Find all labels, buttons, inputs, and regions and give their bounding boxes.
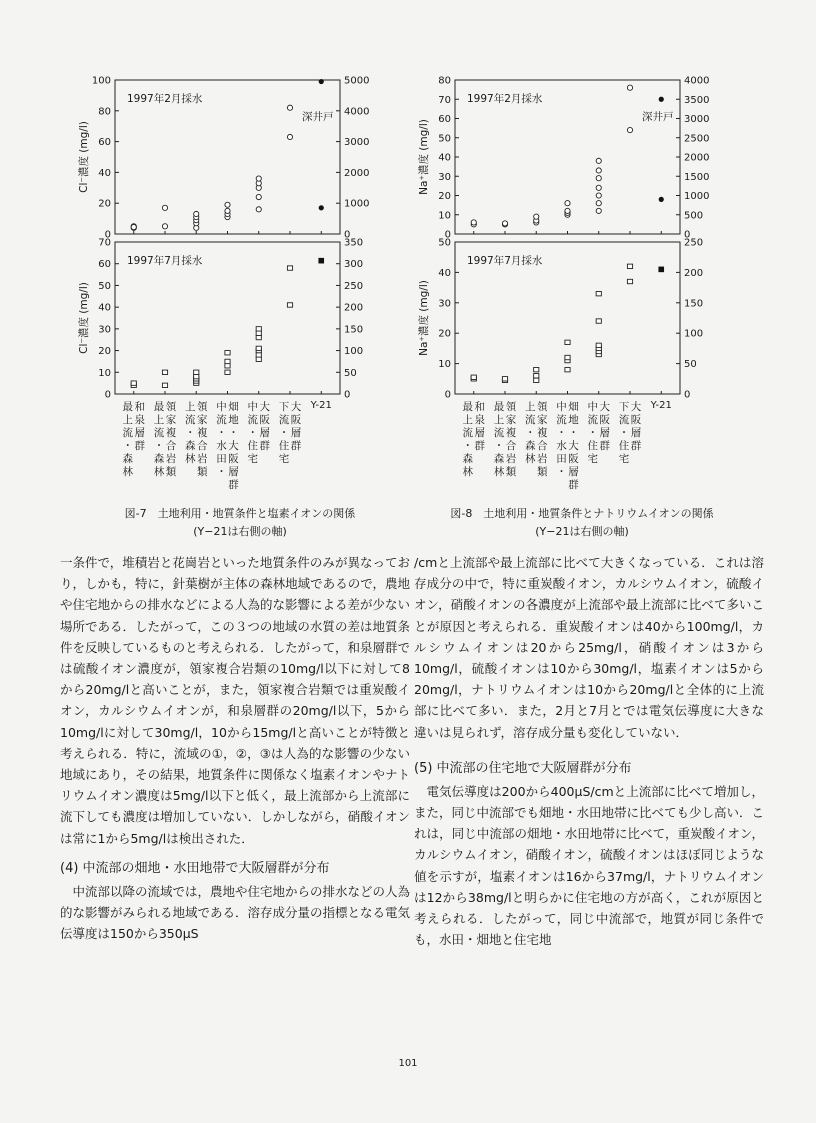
x-category-char: 合 <box>537 440 548 452</box>
x-category-char: 大 <box>630 401 642 413</box>
x-category-char: 泉 <box>474 414 485 426</box>
y-tick-label: 20 <box>98 346 111 358</box>
x-category-char: 上 <box>462 414 473 426</box>
x-category-char: 流 <box>618 414 630 426</box>
x-category-char: ・ <box>568 427 579 439</box>
panel-annotation: 深井戸 <box>302 111 334 123</box>
data-point-7t-1-0 <box>319 79 324 84</box>
x-category-char: 類 <box>197 466 208 478</box>
figure-7-chart <box>70 68 400 508</box>
x-category-char: 流 <box>278 414 290 426</box>
panel-label: 1997年7月採水 <box>467 255 543 267</box>
panel-label: 1997年7月採水 <box>127 255 203 267</box>
y-tick-label: 10 <box>98 367 111 379</box>
x-category-char: 領 <box>505 401 517 413</box>
figure-8-chart <box>410 68 740 508</box>
x-category-char: 林 <box>462 466 473 478</box>
x-category-char: ・ <box>587 427 598 439</box>
x-category-char: 層 <box>290 427 302 439</box>
data-point-7b-0-13 <box>256 357 261 361</box>
y2-tick-label: 4000 <box>684 75 710 87</box>
y-tick-label: 50 <box>438 237 451 249</box>
x-category-char: 流 <box>153 427 165 439</box>
y-axis-label: Cl⁻濃度 (mg/l) <box>78 282 90 354</box>
x-category-char: 合 <box>197 440 208 452</box>
data-point-7t-0-4 <box>162 205 167 210</box>
data-point-8b-0-1 <box>471 375 476 379</box>
data-point-8b-0-7 <box>565 367 570 371</box>
x-category-char: 複 <box>165 427 177 439</box>
x-category-char: 流 <box>556 414 567 426</box>
x-category-char: 大 <box>290 401 302 413</box>
x-category-char: 流 <box>462 427 473 439</box>
data-point-7b-0-3 <box>162 370 167 374</box>
x-category-char: 類 <box>505 466 517 478</box>
x-category-char: 畑 <box>568 401 579 413</box>
x-category-char: 家 <box>197 414 208 426</box>
y-tick-label: 80 <box>438 75 451 87</box>
x-category-char: ・ <box>228 427 239 439</box>
x-category-char: 岩 <box>537 453 548 465</box>
data-point-8b-0-10 <box>565 340 570 344</box>
x-category-char: 複 <box>197 427 208 439</box>
data-point-8t-0-12 <box>596 201 601 206</box>
x-category-char: 水 <box>556 440 567 452</box>
data-point-8t-0-19 <box>627 85 632 90</box>
y2-tick-label: 0 <box>684 389 691 401</box>
x-category-char: 住 <box>278 440 290 452</box>
x-category-char: 領 <box>197 401 208 413</box>
figure-8-caption-title: 図-8 土地利用・地質条件とナトリウムイオンの関係 <box>450 507 714 520</box>
data-point-7t-0-15 <box>256 194 261 199</box>
x-category-char: 中 <box>556 401 567 413</box>
x-category-char: 類 <box>537 466 548 478</box>
y2-tick-label: 50 <box>684 359 697 371</box>
x-category-char: 家 <box>165 414 177 426</box>
data-point-8b-0-4 <box>534 378 539 382</box>
data-point-7t-0-3 <box>162 224 167 229</box>
left-paragraph-1: 一条件で，堆積岩と花崗岩といった地質条件のみが異なっており，しかも，特に，針葉樹が主体の森林地域であるので，農地や住宅地からの排水などによる人為的な影響による差が少ない場所である．したがって，この３つの地域の水質の差は地質条件を反映しているものと考えられる．したがって，和泉層群では硫酸イオン濃度が，領家複合岩類の10mg/l以下に対して8から20mg/lと高いことが，また，領家複合岩類では重炭酸イオン，カルシウムイオンが，和泉層群の20mg/l以下，5から10mg/lに対して30mg/l，10から15mg/lと高いことが特徴と考えられる．特に，流域の①，②，③は人為的な影響の少ない地域にあり，その結果，地質条件に関係なく塩素イオンやナトリウムイオン濃度は5mg/l以下と低く，最上流部から上流部に流下しても濃度は増加していない．しかしながら，硝酸イオンは常に1から5mg/lは検出された． <box>60 555 411 846</box>
data-point-7b-0-18 <box>256 331 261 335</box>
data-point-7b-0-19 <box>256 327 261 331</box>
x-category-char: 流 <box>122 427 133 439</box>
x-category-char: 群 <box>568 479 579 491</box>
data-point-8t-0-10 <box>565 201 570 206</box>
data-point-7b-0-7 <box>194 374 199 378</box>
y2-tick-label: 4000 <box>344 106 370 118</box>
y-tick-label: 0 <box>104 389 111 401</box>
x-category-char: 上 <box>185 401 196 413</box>
data-point-7b-0-14 <box>256 353 261 357</box>
x-category-char: 阪 <box>630 414 642 426</box>
x-category-label: Y-21 <box>310 400 332 411</box>
right-paragraph-2: 電気伝導度は200から400μS/cmと上流部に比べて増加し，また，同じ中流部でも畑地・水田地帯に比べても少し高い．これは，同じ中流部の畑地・水田地帯に比べて，重炭酸イオン，カルシウムイオン，硝酸イオン，硫酸イオンはほぼ同じような値を示すが，塩素イオンは16から37mg/l，ナトリウムイオンは12から38mg/lと明らかに住宅地の方が高く，これが原因と考えられる．したがって，同じ中流部で，地質が同じ条件でも，水田・畑地と住宅地 <box>414 783 765 948</box>
x-category-char: ・ <box>122 440 133 452</box>
y2-tick-label: 250 <box>344 280 364 292</box>
x-category-char: 下 <box>278 401 290 413</box>
x-category-char: 群 <box>599 440 610 452</box>
x-category-char: 層 <box>474 427 485 439</box>
x-category-char: 最 <box>122 401 133 413</box>
y2-tick-label: 300 <box>344 259 364 271</box>
x-category-char: 林 <box>493 466 505 478</box>
x-category-char: 上 <box>153 414 165 426</box>
x-category-char: 森 <box>462 453 473 465</box>
y2-tick-label: 2000 <box>684 152 710 164</box>
data-point-8t-0-17 <box>596 158 601 163</box>
data-point-7b-0-21 <box>287 266 292 270</box>
data-point-8b-0-15 <box>596 319 601 323</box>
x-category-char: 群 <box>259 440 270 452</box>
y-tick-label: 50 <box>98 280 111 292</box>
data-point-7b-0-8 <box>194 370 199 374</box>
x-category-char: ・ <box>462 440 473 452</box>
y2-tick-label: 5000 <box>344 75 370 87</box>
right-paragraph-1: /cmと上流部や最上流部に比べて大きくなっている．これは溶存成分の中で，特に重炭酸イオン，カルシウムイオン，硫酸イオン，硝酸イオンの各濃度が上流部や最上流部に比べて多いことが原因と考えられる．重炭酸イオンは40から100mg/l，カルシウムイオンは20から25mg/l，硝酸イオンは3から10mg/l，硫酸イオンは10から30mg/l，塩素イオンは5から20mg/l，ナトリウムイオンは10から20mg/lと全体的に上流部に比べて多い．また，2月と7月とでは電気伝導度に大きな違いは見られず，溶存成分量も変化していない． <box>414 555 764 740</box>
data-point-8b-1-0 <box>658 267 664 273</box>
y2-tick-label: 0 <box>344 229 351 241</box>
y2-tick-label: 200 <box>344 302 364 314</box>
x-category-char: 畑 <box>228 401 239 413</box>
x-category-char: 合 <box>505 440 517 452</box>
x-category-char: 上 <box>493 414 505 426</box>
section-4-heading: (4) 中流部の畑地・水田地帯で大阪層群が分布 <box>60 860 330 876</box>
x-category-char: ・ <box>278 427 290 439</box>
x-category-char: 領 <box>165 401 177 413</box>
x-category-char: 宅 <box>587 453 598 465</box>
x-category-char: 森 <box>153 453 165 465</box>
x-category-char: ・ <box>493 440 505 452</box>
data-point-8b-0-5 <box>534 374 539 378</box>
x-category-char: 田 <box>556 453 567 465</box>
y-tick-label: 20 <box>98 198 111 210</box>
x-category-char: ・ <box>525 427 536 439</box>
data-point-7b-0-17 <box>256 335 261 339</box>
y-tick-label: 10 <box>438 359 451 371</box>
x-category-char: 森 <box>525 440 536 452</box>
x-category-char: 最 <box>462 401 473 413</box>
x-category-char: 流 <box>185 414 196 426</box>
data-point-7b-0-12 <box>225 351 230 355</box>
x-category-char: 合 <box>165 440 177 452</box>
x-category-char: 類 <box>165 466 177 478</box>
x-category-char: 流 <box>525 414 536 426</box>
x-category-char: 水 <box>216 440 227 452</box>
data-point-8b-0-6 <box>534 367 539 371</box>
x-category-char: 阪 <box>259 414 270 426</box>
data-point-8t-0-18 <box>627 127 632 132</box>
x-category-char: 住 <box>618 440 630 452</box>
x-category-char: 層 <box>568 466 579 478</box>
section-5-heading: (5) 中流部の住宅地で大阪層群が分布 <box>414 760 632 776</box>
data-point-8b-0-17 <box>627 279 632 283</box>
x-category-char: 流 <box>247 414 258 426</box>
x-category-char: 宅 <box>618 453 630 465</box>
data-point-7b-0-9 <box>225 370 230 374</box>
x-category-char: 流 <box>216 414 227 426</box>
x-category-char: 流 <box>587 414 598 426</box>
x-category-char: 群 <box>474 440 485 452</box>
x-category-char: 層 <box>630 427 642 439</box>
y2-tick-label: 3500 <box>684 94 710 106</box>
data-point-7t-0-20 <box>287 105 292 110</box>
data-point-7t-1-1 <box>319 205 324 210</box>
x-category-char: ・ <box>153 440 165 452</box>
y-tick-label: 10 <box>438 210 451 222</box>
figure-8-caption-note: (Y−21は右側の軸) <box>535 525 629 538</box>
panel-label: 1997年2月採水 <box>467 93 543 105</box>
data-point-8t-1-1 <box>659 197 664 202</box>
y-tick-label: 40 <box>438 267 451 279</box>
x-category-char: 群 <box>228 479 239 491</box>
page-number: 101 <box>398 1058 418 1069</box>
y-tick-label: 20 <box>438 328 451 340</box>
x-category-char: ・ <box>247 427 258 439</box>
x-category-char: 群 <box>290 440 302 452</box>
x-category-char: ・ <box>618 427 630 439</box>
data-point-7b-0-2 <box>162 383 167 387</box>
data-point-7b-0-16 <box>256 346 261 350</box>
y-tick-label: 70 <box>98 237 111 249</box>
x-category-char: 阪 <box>599 414 610 426</box>
x-category-char: 家 <box>505 414 517 426</box>
data-point-8t-0-6 <box>534 214 539 219</box>
y-tick-label: 30 <box>438 298 451 310</box>
x-category-char: 住 <box>587 440 598 452</box>
y2-tick-label: 1000 <box>344 198 370 210</box>
y-tick-label: 0 <box>444 389 451 401</box>
x-category-char: 群 <box>134 440 145 452</box>
y-tick-label: 20 <box>438 191 451 202</box>
x-category-char: 流 <box>493 427 505 439</box>
x-category-char: 複 <box>505 427 517 439</box>
x-category-char: 泉 <box>134 414 145 426</box>
data-point-7t-0-18 <box>256 176 261 181</box>
figure-8-caption <box>412 505 752 541</box>
x-category-char: 林 <box>122 466 133 478</box>
x-category-char: 阪 <box>290 414 302 426</box>
x-category-char: 林 <box>153 466 165 478</box>
x-category-char: 下 <box>618 401 630 413</box>
x-category-char: 宅 <box>247 453 258 465</box>
data-point-8t-0-11 <box>596 208 601 213</box>
figure-7-caption <box>90 505 390 541</box>
data-point-7b-0-10 <box>225 364 230 368</box>
x-category-char: 中 <box>247 401 258 413</box>
data-point-8b-0-16 <box>596 291 601 295</box>
y2-tick-label: 50 <box>344 367 357 379</box>
x-category-char: 住 <box>247 440 258 452</box>
x-category-char: 和 <box>134 401 145 413</box>
x-category-char: ・ <box>216 466 227 478</box>
y-axis-label: Na⁺濃度 (mg/l) <box>418 119 430 195</box>
y-tick-label: 60 <box>98 259 111 271</box>
data-point-8t-0-14 <box>596 185 601 190</box>
data-point-8t-0-13 <box>596 193 601 198</box>
y2-tick-label: 200 <box>684 267 704 279</box>
y2-tick-label: 3000 <box>684 114 710 125</box>
x-category-char: 層 <box>134 427 145 439</box>
y-tick-label: 40 <box>438 152 451 164</box>
x-category-char: 森 <box>493 453 505 465</box>
y2-tick-label: 1500 <box>684 171 710 183</box>
x-category-char: 岩 <box>505 453 517 465</box>
data-point-7b-0-1 <box>131 381 136 385</box>
y-tick-label: 60 <box>438 114 451 125</box>
x-category-char: 地 <box>228 414 239 426</box>
y-axis-label: Cl⁻濃度 (mg/l) <box>78 121 90 193</box>
x-category-char: 林 <box>185 453 196 465</box>
data-point-8t-0-3 <box>502 221 507 226</box>
data-point-7b-0-20 <box>287 303 292 307</box>
panel-label: 1997年2月採水 <box>127 93 203 105</box>
x-category-char: ・ <box>216 427 227 439</box>
x-category-char: 岩 <box>165 453 177 465</box>
x-category-char: 森 <box>185 440 196 452</box>
panel-annotation: 深井戸 <box>642 111 674 123</box>
x-category-char: 家 <box>537 414 548 426</box>
x-category-char: ・ <box>185 427 196 439</box>
y2-tick-label: 2000 <box>344 167 370 179</box>
y-tick-label: 0 <box>104 229 111 241</box>
y-tick-label: 30 <box>438 171 451 183</box>
x-category-char: 大 <box>259 401 270 413</box>
y2-tick-label: 350 <box>344 237 364 249</box>
x-category-char: 林 <box>525 453 536 465</box>
x-category-char: 大 <box>599 401 610 413</box>
y2-tick-label: 100 <box>684 328 704 340</box>
x-category-char: ・ <box>556 466 567 478</box>
x-category-char: 大 <box>568 440 579 452</box>
y2-tick-label: 150 <box>344 324 364 336</box>
data-point-8b-0-3 <box>502 377 507 381</box>
left-column <box>60 552 410 944</box>
x-category-char: 複 <box>537 427 548 439</box>
left-paragraph-2: 中流部以降の流域では，農地や住宅地からの排水などの人為的な影響がみられる地域である．溶存成分量の指標となる電気伝導度は150から350μS <box>60 883 411 942</box>
y-tick-label: 30 <box>98 324 111 336</box>
y-axis-label: Na⁺濃度 (mg/l) <box>418 280 430 356</box>
x-category-char: 地 <box>568 414 579 426</box>
data-point-7t-0-13 <box>225 202 230 207</box>
data-point-8t-0-15 <box>596 176 601 181</box>
x-category-char: 岩 <box>197 453 208 465</box>
data-point-7t-0-12 <box>225 208 230 213</box>
right-column <box>414 552 764 950</box>
x-category-char: 層 <box>228 466 239 478</box>
x-category-char: ・ <box>556 427 567 439</box>
y-tick-label: 40 <box>98 302 111 314</box>
y-tick-label: 70 <box>438 94 451 106</box>
y2-tick-label: 150 <box>684 298 704 310</box>
x-category-char: 層 <box>599 427 610 439</box>
x-category-char: 最 <box>493 401 505 413</box>
y2-tick-label: 100 <box>344 346 364 358</box>
figure-7-caption-note: (Y−21は右側の軸) <box>193 525 287 538</box>
y2-tick-label: 0 <box>684 229 691 241</box>
y-tick-label: 100 <box>91 75 111 87</box>
x-category-char: 宅 <box>278 453 290 465</box>
y-tick-label: 0 <box>444 229 451 241</box>
data-point-8b-0-14 <box>596 343 601 347</box>
y2-tick-label: 250 <box>684 237 704 249</box>
data-point-8b-0-18 <box>627 264 632 268</box>
x-category-char: 上 <box>525 401 536 413</box>
x-category-char: 領 <box>537 401 548 413</box>
x-category-char: 和 <box>474 401 485 413</box>
y-tick-label: 40 <box>98 167 111 179</box>
x-category-char: 層 <box>259 427 270 439</box>
x-category-char: 中 <box>587 401 598 413</box>
x-category-char: 大 <box>228 440 239 452</box>
x-category-char: 阪 <box>228 453 239 465</box>
x-category-char: 最 <box>153 401 165 413</box>
y2-tick-label: 2500 <box>684 133 710 145</box>
y2-tick-label: 0 <box>344 389 351 401</box>
x-category-char: 森 <box>122 453 133 465</box>
x-category-char: 群 <box>630 440 642 452</box>
data-point-8t-0-9 <box>565 208 570 213</box>
x-category-label: Y-21 <box>650 400 672 411</box>
x-category-char: 上 <box>122 414 133 426</box>
x-category-char: 阪 <box>568 453 579 465</box>
data-point-8t-0-1 <box>471 220 476 225</box>
figure-7-caption-title: 図-7 土地利用・地質条件と塩素イオンの関係 <box>124 507 356 520</box>
data-point-7t-0-14 <box>256 207 261 212</box>
data-point-7b-1-0 <box>318 258 324 264</box>
y2-tick-label: 1000 <box>684 191 710 202</box>
data-point-7t-0-9 <box>194 211 199 216</box>
data-point-7t-0-2 <box>131 224 136 229</box>
data-point-7t-0-19 <box>287 134 292 139</box>
y-tick-label: 80 <box>98 106 111 118</box>
y2-tick-label: 500 <box>684 210 704 222</box>
y-tick-label: 60 <box>98 137 111 149</box>
x-category-char: 田 <box>216 453 227 465</box>
y-tick-label: 50 <box>438 133 451 145</box>
data-point-7b-0-11 <box>225 359 230 363</box>
data-point-8t-1-0 <box>659 97 664 102</box>
x-category-char: 中 <box>216 401 227 413</box>
data-point-8t-0-16 <box>596 168 601 173</box>
y2-tick-label: 3000 <box>344 137 370 149</box>
data-point-8b-0-9 <box>565 355 570 359</box>
